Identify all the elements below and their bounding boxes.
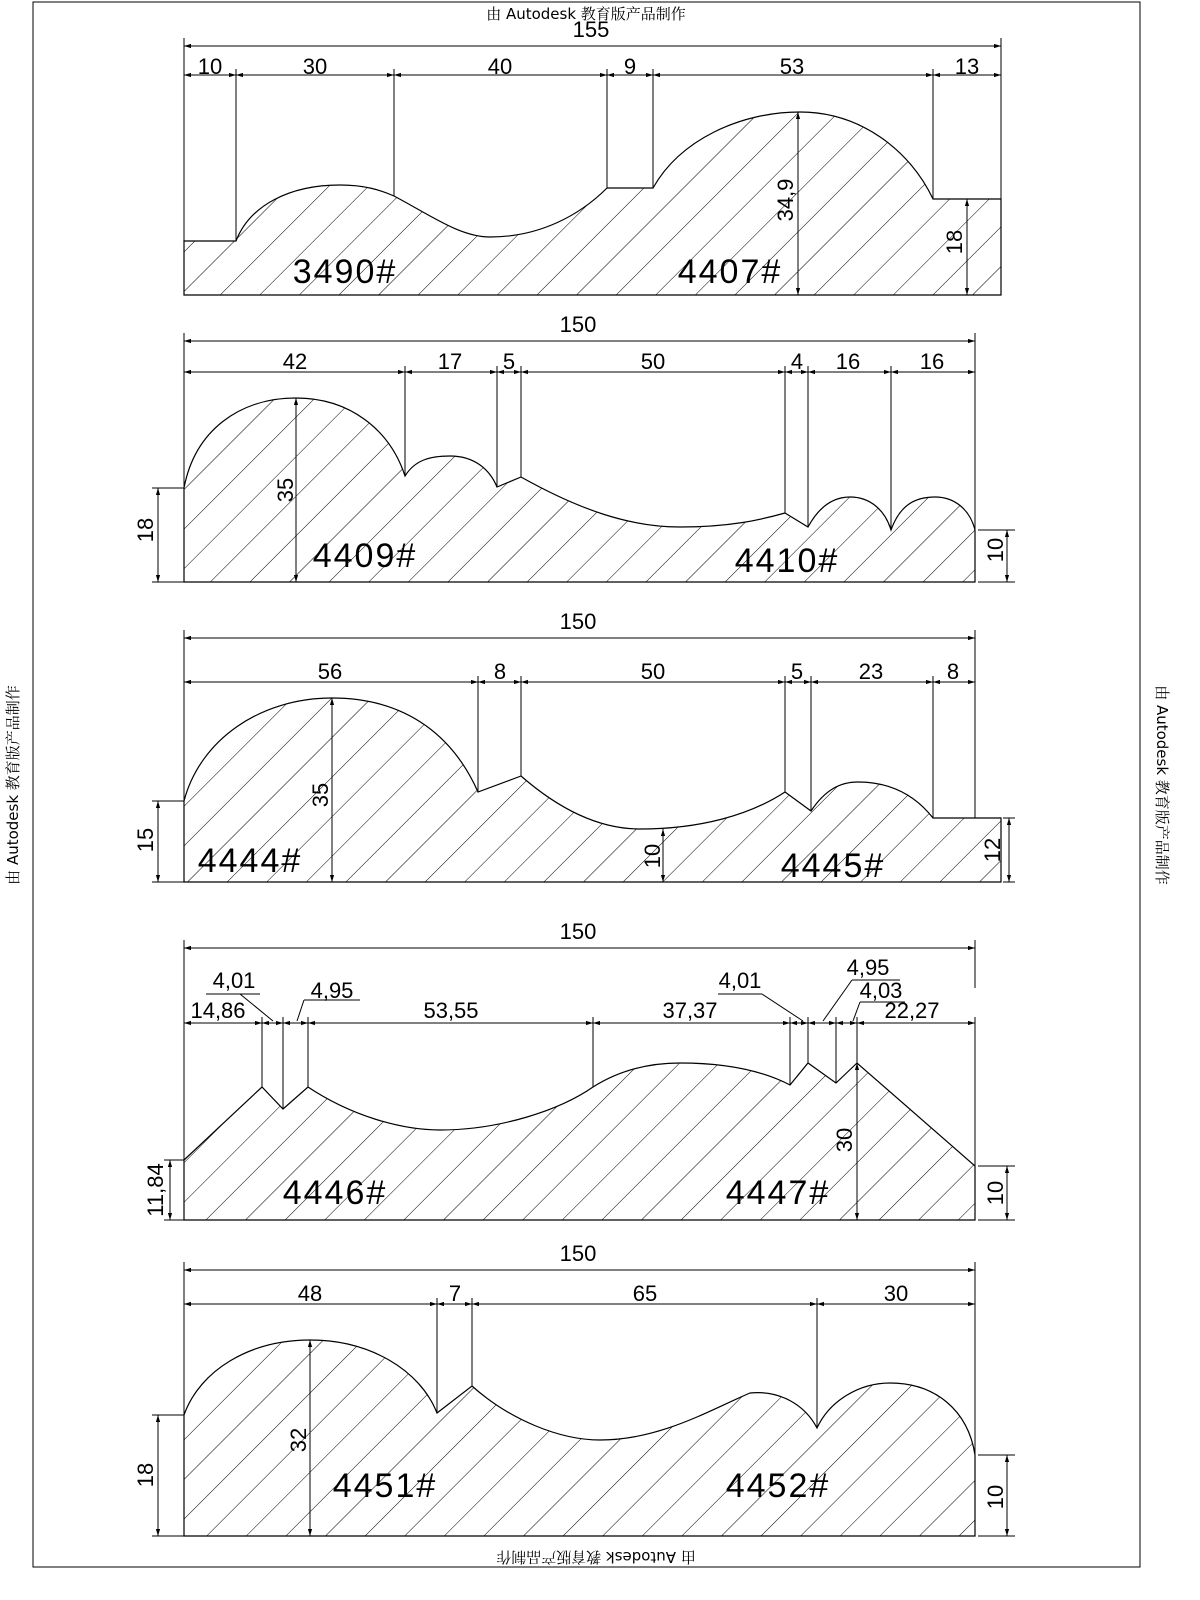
profile-code-label: 4444# [197,842,303,880]
segment-dimension-label: 56 [317,659,343,684]
segment-dimension-label: 8 [493,659,507,684]
segment-dimension-label: 48 [297,1281,323,1306]
watermark-left: 由 Autodesk 教育版产品制作 [4,685,22,885]
segment-dimension-label: 22,27 [884,998,940,1023]
segment-dimension-label: 65 [632,1281,658,1306]
total-dimension-label: 155 [572,17,610,42]
segment-dimension-label: 4,95 [310,978,354,1003]
segment-dimension-label: 5 [790,659,804,684]
segment-dimension-label: 23 [858,659,884,684]
profile-code-label: 4445# [780,847,886,885]
segment-dimension-label: 50 [640,349,666,374]
profile-code-label: 4407# [677,253,783,291]
profile-code-label: 3490# [292,253,398,291]
height-dimension-label: 10 [983,1484,1008,1510]
height-dimension-label: 35 [308,782,333,808]
extension-line [297,1000,304,1021]
profile-4409-4410 [184,398,975,582]
segment-dimension-label: 30 [302,54,328,79]
profile-code-label: 4409# [312,537,418,575]
segment-dimension-label: 13 [954,54,980,79]
segment-dimension-label: 7 [448,1281,462,1306]
profile-code-label: 4452# [725,1467,831,1505]
profile-code-label: 4410# [734,542,840,580]
profile-code-label: 4446# [282,1174,388,1212]
total-dimension-label: 150 [559,609,597,634]
height-dimension-label: 10 [640,843,665,869]
total-dimension-label: 150 [559,1241,597,1266]
height-dimension-label: 18 [133,517,158,543]
extension-line [762,994,803,1021]
segment-dimension-label: 4,01 [718,968,762,993]
segment-dimension-label: 17 [437,349,463,374]
segment-dimension-label: 4,03 [859,978,903,1003]
height-dimension-label: 18 [133,1462,158,1488]
segment-dimension-label: 8 [946,659,960,684]
profile-code-label: 4447# [725,1174,831,1212]
segment-dimension-label: 42 [282,349,308,374]
segment-dimension-label: 16 [835,349,861,374]
height-dimension-label: 10 [983,1180,1008,1206]
segment-dimension-label: 53 [779,54,805,79]
watermark-top: 由 Autodesk 教育版产品制作 [486,5,686,23]
segment-dimension-label: 9 [623,54,637,79]
segment-dimension-label: 14,86 [190,998,246,1023]
segment-dimension-label: 16 [919,349,945,374]
segment-dimension-label: 4,95 [846,955,890,980]
watermark-bottom: 由 Autodesk 教育版产品制作 [496,1548,696,1566]
segment-dimension-label: 4,01 [212,968,256,993]
segment-dimension-label: 10 [197,54,223,79]
segment-dimension-label: 5 [502,349,516,374]
height-dimension-label: 18 [942,229,967,255]
total-dimension-label: 150 [559,919,597,944]
height-dimension-label: 30 [832,1127,857,1153]
segment-dimension-label: 4 [790,349,804,374]
segment-dimension-label: 40 [487,54,513,79]
height-dimension-label: 11,84 [143,1163,168,1217]
segment-dimension-label: 53,55 [423,998,479,1023]
height-dimension-label: 35 [273,477,298,503]
height-dimension-label: 34,9 [773,178,798,222]
height-dimension-label: 32 [286,1427,311,1453]
segment-dimension-label: 50 [640,659,666,684]
watermark-right: 由 Autodesk 教育版产品制作 [1153,685,1171,885]
profile-code-label: 4451# [332,1467,438,1505]
segment-dimension-label: 37,37 [662,998,718,1023]
segment-dimension-label: 30 [883,1281,909,1306]
height-dimension-label: 12 [980,837,1005,863]
extension-line [823,980,852,1021]
total-dimension-label: 150 [559,312,597,337]
height-dimension-label: 10 [983,537,1008,563]
height-dimension-label: 15 [133,827,158,853]
